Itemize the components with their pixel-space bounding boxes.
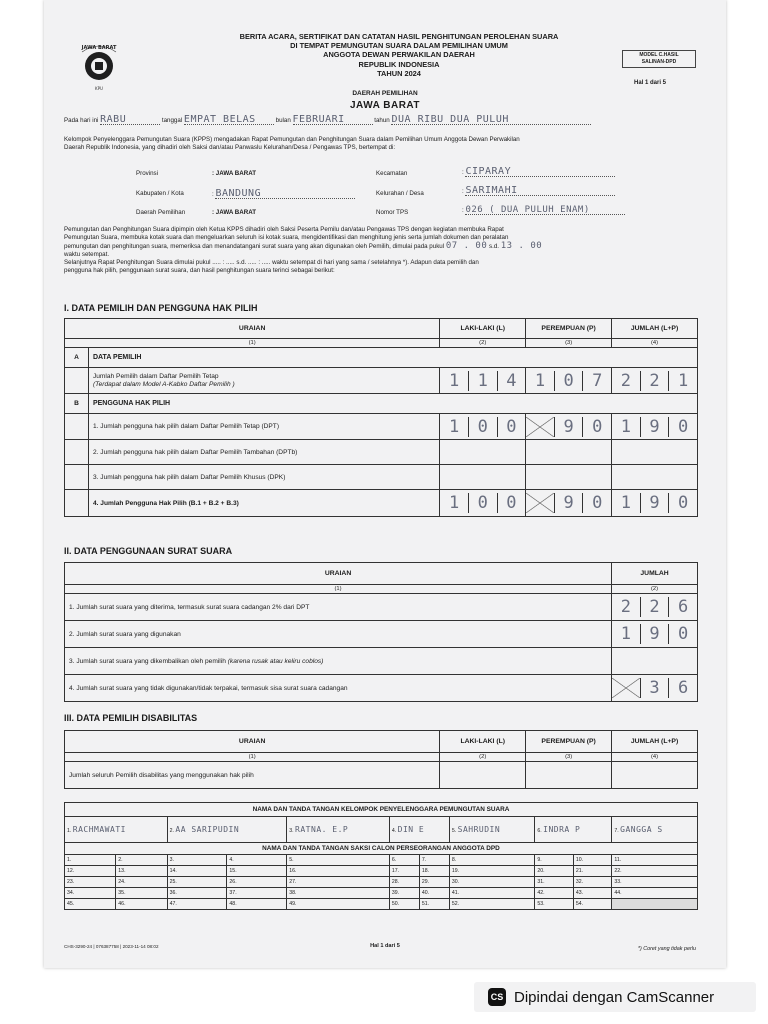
time-end: 13 . 00 [500, 241, 543, 251]
saksi-slot: 27. [287, 877, 390, 888]
saksi-slot: 54. [573, 899, 612, 910]
saksi-slot: 23. [65, 877, 116, 888]
date-line: Pada hari ini RABU tanggal EMPAT BELAS bulan FEBRUARI tahun DUA RIBU DUA PULUH [64, 116, 714, 125]
provinsi-value: : JAWA BARAT [212, 170, 256, 177]
digit-box: 9 [554, 417, 583, 437]
saksi-slot: 15. [227, 866, 287, 877]
kecamatan-value: CIPARAY [465, 168, 615, 177]
saksi-slot: 36. [167, 888, 227, 899]
saksi-slot: 7. [419, 855, 449, 866]
saksi-slot: 45. [65, 899, 116, 910]
saksi-slot: 26. [227, 877, 287, 888]
saksi-slot: 21. [573, 866, 612, 877]
footer-code: CHS-3290-24 | 076387758 | 2023-11-14 08:02 [64, 944, 159, 949]
saksi-slot: 44. [612, 888, 698, 899]
hari-field: RABU [100, 116, 160, 125]
digit-box: 9 [640, 493, 669, 513]
saksi-title: NAMA DAN TANDA TANGAN SAKSI CALON PERSEORANGAN ANGGOTA DPD [65, 843, 698, 855]
saksi-slot: 10. [573, 855, 612, 866]
saksi-slot: 4. [227, 855, 287, 866]
camscanner-badge [474, 982, 756, 1012]
saksi-slot: 42. [535, 888, 574, 899]
kpps-signature: 3. RATNA. E.P [287, 817, 390, 843]
saksi-slot: 41. [449, 888, 535, 899]
digit-box: 1 [448, 370, 460, 391]
saksi-slot: 22. [612, 866, 698, 877]
footer-note: *) Coret yang tidak perlu [637, 946, 696, 952]
saksi-slot: 1. [65, 855, 116, 866]
saksi-slot: 20. [535, 866, 574, 877]
saksi-slot: 19. [449, 866, 535, 877]
saksi-slot: 13. [116, 866, 167, 877]
saksi-slot [612, 899, 698, 910]
saksi-slot: 31. [535, 877, 574, 888]
signature-table [64, 802, 698, 910]
b-row-label: 4. Jumlah Pengguna Hak Pilih (B.1 + B.2 + B.3) [88, 490, 439, 517]
a-dpt-l-box [440, 368, 526, 394]
kpps-signature: 2. AA SARIPUDIN [167, 817, 287, 843]
surat-suara-row: 1. Jumlah surat suara yang diterima, termasuk surat suara cadangan 2% dari DPT [65, 594, 612, 621]
saksi-slot: 47. [167, 899, 227, 910]
tahun-field: DUA RIBU DUA PULUH [391, 116, 591, 125]
section-2-title: II. DATA PENGGUNAAN SURAT SUARA [64, 546, 233, 556]
crossed-box [526, 493, 554, 513]
surat-suara-row: 4. Jumlah surat suara yang tidak digunakan/tidak terpakai, termasuk sisa surat suara cadangan [65, 675, 612, 702]
tanggal-field: EMPAT BELAS [184, 116, 274, 125]
digit-box: 4 [497, 371, 526, 391]
saksi-slot: 37. [227, 888, 287, 899]
kpps-signature: 7. GANGGA S [612, 817, 698, 843]
saksi-slot: 48. [227, 899, 287, 910]
saksi-slot: 34. [65, 888, 116, 899]
kpps-signature: 5. SAHRUDIN [449, 817, 535, 843]
digit-box: 1 [620, 624, 632, 644]
bulan-field: FEBRUARI [293, 116, 373, 125]
digit-box: 1 [620, 416, 632, 437]
digit-box: 0 [468, 493, 497, 513]
saksi-slot: 35. [116, 888, 167, 899]
a-dpt-lp-box [612, 368, 698, 394]
digit-box: 2 [640, 597, 669, 617]
kpps-signature: 6. INDRA P [535, 817, 612, 843]
saksi-slot: 28. [389, 877, 419, 888]
digit-box: 0 [668, 417, 697, 437]
surat-suara-row: 3. Jumlah surat suara yang dikembalikan oleh pemilih (karena rusak atau keliru coblos) [65, 648, 612, 675]
b-row-label: 3. Jumlah pengguna hak pilih dalam Daftar Pemilih Khusus (DPK) [88, 465, 439, 490]
saksi-slot: 18. [419, 866, 449, 877]
saksi-slot: 30. [449, 877, 535, 888]
saksi-slot: 33. [612, 877, 698, 888]
digit-box: 0 [468, 417, 497, 437]
svg-text:KPU: KPU [95, 86, 103, 91]
kelurahan-value: SARIMAHI [465, 187, 615, 196]
saksi-slot: 12. [65, 866, 116, 877]
saksi-slot: 52. [449, 899, 535, 910]
saksi-slot: 2. [116, 855, 167, 866]
saksi-slot: 29. [419, 877, 449, 888]
b-row-label: 2. Jumlah pengguna hak pilih dalam Daftar Pemilih Tambahan (DPTb) [88, 440, 439, 465]
dapil-value: : JAWA BARAT [212, 209, 256, 216]
saksi-slot: 38. [287, 888, 390, 899]
section-3-title: III. DATA PEMILIH DISABILITAS [64, 713, 198, 723]
crossed-box [612, 678, 640, 698]
digit-box: 2 [620, 370, 632, 391]
digit-box: 9 [640, 624, 669, 644]
saksi-slot: 17. [389, 866, 419, 877]
digit-box: 0 [668, 493, 697, 513]
digit-box: 1 [448, 493, 460, 513]
kpps-title: NAMA DAN TANDA TANGAN KELOMPOK PENYELENGGARA PEMUNGUTAN SUARA [65, 803, 698, 817]
saksi-slot: 43. [573, 888, 612, 899]
footer-page: Hal 1 dari 5 [370, 943, 400, 949]
page-indicator-top: Hal 1 dari 5 [634, 80, 667, 86]
saksi-slot: 9. [535, 855, 574, 866]
digit-box: 1 [448, 416, 460, 437]
kpps-signature: 1. RACHMAWATI [65, 817, 168, 843]
digit-box: 6 [668, 597, 697, 617]
digit-box: 9 [554, 493, 583, 513]
kpps-signature: 4. DIN E [389, 817, 449, 843]
digit-box: 2 [640, 371, 669, 391]
section-1-title: I. DATA PEMILIH DAN PENGGUNA HAK PILIH [64, 303, 258, 313]
kabupaten-value: BANDUNG [215, 190, 355, 199]
model-box: MODEL C.HASIL SALINAN-DPD [622, 50, 696, 68]
digit-box: 0 [582, 417, 611, 437]
digit-box: 0 [554, 371, 583, 391]
disabilitas-row: Jumlah seluruh Pemilih disabilitas yang menggunakan hak pilih [65, 762, 440, 789]
saksi-slot: 8. [449, 855, 535, 866]
b-row-label: 1. Jumlah pengguna hak pilih dalam Daftar Pemilih Tetap (DPT) [88, 414, 439, 440]
digit-box: 1 [620, 493, 632, 513]
saksi-slot: 53. [535, 899, 574, 910]
section-2-table: URAIAN JUMLAH (1) (2) 1. Jumlah surat suara yang diterima, termasuk surat suara cadangan 2% dari DPT 2 2 6 2. Jumlah surat suara yang digunakan 1 9 0 3. Jumlah surat suara yang dikembalikan oleh pemilih (karena rusak atau keliru coblos) 4. Jumlah surat suara yang tidak digunakan/tidak terpakai, termasuk sisa surat suara cadangan 3 6 [64, 562, 698, 702]
a-dpt-p-box [526, 368, 612, 394]
document-title: BERITA ACARA, SERTIFIKAT DAN CATATAN HASIL PENGHITUNGAN PEROLEHAN SUARA DI TEMPAT PEMUNGUTAN SUARA DALAM PEMILIHAN UMUM ANGGOTA DEWAN PERWAKILAN DAERAH REPUBLIK INDONESIA TAHUN 2024 [239, 32, 559, 78]
saksi-slot: 6. [389, 855, 419, 866]
saksi-slot: 49. [287, 899, 390, 910]
digit-box: 1 [468, 371, 497, 391]
digit-box: 6 [668, 678, 697, 698]
digit-box: 9 [640, 417, 669, 437]
digit-box: 0 [582, 493, 611, 513]
saksi-slot: 32. [573, 877, 612, 888]
svg-text:JAWA BARAT: JAWA BARAT [81, 45, 117, 51]
digit-box: 2 [620, 597, 632, 617]
region-name: JAWA BARAT [350, 100, 420, 111]
section-1-table: URAIAN LAKI-LAKI (L) PEREMPUAN (P) JUMLAH (L+P) (1) (2) (3) (4) A DATA PEMILIH Jumlah Pemilih dalam Daftar Pemilih Tetap (Terdapat dalam Model A-Kabko Daftar Pemilih ) 1 1 4 1 0 7 2 2 1 B PENGGUNA HAK PILIH 1. Jumlah pengguna hak pilih dalam Daftar Pemilih Tetap (DPT) 1 0 0 9 0 1 9 0 2. Jumlah pengguna hak pilih dalam Daftar Pemilih Tambahan (DPTb) 3. Jumlah pengguna hak pilih dalam Daftar Pemilih Khusus (DPK) 4. Jumlah Pengguna Hak Pilih (B.1 + B.2 + B.3) 1 0 0 9 0 1 9 0 [64, 318, 698, 517]
saksi-slot: 14. [167, 866, 227, 877]
camscanner-icon: CS [488, 988, 506, 1006]
saksi-slot: 39. [389, 888, 419, 899]
digit-box: 3 [640, 678, 669, 698]
digit-box: 0 [497, 417, 526, 437]
saksi-slot: 24. [116, 877, 167, 888]
region-label: DAERAH PEMILIHAN [352, 90, 418, 97]
document-page: JAWA BARAT KPU BERITA ACARA, SERTIFIKAT DAN CATATAN HASIL PENGHITUNGAN PEROLEHAN SUARA DI TEMPAT PEMUNGUTAN SUARA DALAM PEMILIHAN UMUM ANGGOTA DEWAN PERWAKILAN DAERAH REPUBLIK INDONESIA TAHUN 2024 MODEL C.HASIL SALINAN-DPD Hal 1 dari 5 DAERAH PEMILIHAN JAWA BARAT Pada hari ini RABU tanggal EMPAT BELAS bulan FEBRUARI tahun DUA RIBU DUA PULUH Kelompok Penyelenggara Pemungutan Suara (KPPS) mengadakan Rapat Pemungutan dan Penghitungan Suara dalam Pemilihan Umum Anggota Dewan Perwakilan Daerah Republik Indonesia, yang dihadiri oleh Saksi dan/atau Panwaslu Kelurahan/Desa / Pengawas TPS, bertempat di: Provinsi : JAWA BARAT Kabupaten / Kota : BANDUNG Daerah Pemilihan : JAWA BARAT Kecamatan : CIPARAY Kelurahan / Desa : SARIMAHI Nomor TPS : 026 ( DUA PULUH ENAM) Pemungutan dan Penghitungan Suara dipimpin oleh Ketua KPPS dihadiri oleh Saksi Peserta Pemilu dan/atau Pengawas TPS dengan kegiatan membuka Rapat Pemungutan Suara, membuka kotak suara dan mengeluarkan seluruh isi kotak suara, mengidentifikasi dan menghitung jenis serta jumlah dokumen dan peralatan pemungutan dan penghitungan suara, memeriksa dan menandatangani surat suara yang akan digunakan oleh Pemilih, dimulai pada pukul 07 . 00 s.d. 13 . 00 waktu setempat. Selanjutnya Rapat Penghitungan Suara dimulai pukul ..... : ..... s.d. ..... : ..... waktu setempat di hari yang sama / setelahnya *). Adapun data pemilih dan pengguna hak pilih, penggunaan surat suara, dan hasil penghitungan suara terinci sebagai berikut: I. DATA PEMILIH DAN PENGGUNA HAK PILIH URAIAN LAKI-LAKI (L) PEREMPUAN (P) JUMLAH (L+P) (1) (2) (3) (4) A DATA PEMILIH Jumlah Pemilih dalam Daftar Pemilih Tetap (Terdapat dalam Model A-Kabko Daftar Pemilih ) 1 1 4 1 0 7 2 2 1 B PENGGUNA HAK PILIH 1. Jumlah pengguna hak pilih dalam Daftar Pemilih Tetap (DPT) 1 0 0 9 0 1 9 0 2. Jumlah pengguna hak pilih dalam Daftar Pemilih Tambahan (DPTb) 3. Jumlah pengguna hak pilih dalam Daftar Pemilih Khusus (DPK) 4. Jumlah Pengguna Hak Pilih (B.1 + B.2 + B.3) 1 0 0 9 0 1 9 0 II. DATA PENGGUNAAN SURAT SUARA URAIAN JUMLAH (1) (2) 1. Jumlah surat suara yang diterima, termasuk surat suara cadangan 2% dari DPT 2 2 6 2. Jumlah surat suara yang digunakan 1 9 0 3. Jumlah surat suara yang dikembalikan oleh pemilih (karena rusak atau keliru coblos) 4. Jumlah surat suara yang tidak digunakan/tidak terpakai, termasuk sisa surat suara cadangan 3 6 III. DATA PEMILIH DISABILITAS URAIAN LAKI-LAKI (L) PEREMPUAN (P) JUMLAH (L+P) (1) (2) (3) (4) Jumlah seluruh Pemilih disabilitas yang menggunakan hak pilih NAMA DAN TANDA TANGAN KELOMPOK PENYELENGGARA PEMUNGUTAN SUARA 1. RACHMAWATI 2. AA SARIPUDIN 3. RATNA. E.P 4. DIN E 5. SAHRUDIN 6. INDRA P 7. GANGGA S NAMA DAN TANDA TANGAN SAKSI CALON PERSEORANGAN ANGGOTA DPD 1. 2. 3. 4. 5. 6. 7. 8. 9. 10. 11. 12. 13. 14. 15. 16. 17. 18. 19. 20. 21. 22. 23. 24. 25. 26. 27. 28. 29. 30. 31. 32. 33. 34. 35. 36. 37. 38. 39. 40. 41. 42. 43. 44. 45. 46. 47. 48. 49. 50. 51. 52. 53. 54. CHS-3290-24 | 076387758 | 2023-11-14 08:02 Hal 1 dari 5 *) Coret yang tidak perlu [44, 0, 726, 968]
digit-box: 1 [534, 370, 546, 391]
saksi-slot: 50. [389, 899, 419, 910]
time-start: 07 . 00 [445, 241, 488, 251]
kpu-logo-icon [76, 38, 122, 94]
saksi-slot: 51. [419, 899, 449, 910]
body-text: Pemungutan dan Penghitungan Suara dipimpin oleh Ketua KPPS dihadiri oleh Saksi Peserta Pemilu dan/atau Pengawas TPS dengan kegiatan membuka Rapat Pemungutan Suara, membuka kotak suara dan mengeluarkan seluruh isi kotak suara, mengidentifikasi dan menghitung jenis serta jumlah dokumen dan peralatan pemungutan dan penghitungan suara, memeriksa dan menandatangani surat suara yang akan digunakan oleh Pemilih, dimulai pada pukul 07 . 00 s.d. 13 . 00 waktu setempat. Selanjutnya Rapat Penghitungan Suara dimulai pukul ..... : ..... s.d. ..... : ..... waktu setempat di hari yang sama / setelahnya *). Adapun data pemilih dan pengguna hak pilih, penggunaan surat suara, dan hasil penghitungan suara terinci sebagai berikut: [64, 226, 543, 274]
digit-box: 1 [668, 371, 697, 391]
digit-box: 0 [497, 493, 526, 513]
crossed-box [526, 417, 554, 437]
surat-suara-row: 2. Jumlah surat suara yang digunakan [65, 621, 612, 648]
camscanner-text: Dipindai dengan CamScanner [514, 988, 715, 1006]
digit-box: 0 [668, 624, 697, 644]
section-3-table: URAIAN LAKI-LAKI (L) PEREMPUAN (P) JUMLAH (L+P) (1) (2) (3) (4) Jumlah seluruh Pemilih disabilitas yang menggunakan hak pilih [64, 730, 698, 789]
saksi-slot: 5. [287, 855, 390, 866]
saksi-slot: 16. [287, 866, 390, 877]
saksi-slot: 46. [116, 899, 167, 910]
intro-text: Kelompok Penyelenggara Pemungutan Suara (KPPS) mengadakan Rapat Pemungutan dan Penghitungan Suara dalam Pemilihan Umum Anggota Dewan Perwakilan Daerah Republik Indonesia, yang dihadiri oleh Saksi dan/atau Panwaslu Kelurahan/Desa / Pengawas TPS, bertempat di: [64, 136, 520, 151]
saksi-slot: 25. [167, 877, 227, 888]
digit-box: 7 [582, 371, 611, 391]
saksi-slot: 40. [419, 888, 449, 899]
saksi-slot: 11. [612, 855, 698, 866]
tps-value: 026 ( DUA PULUH ENAM) [465, 206, 625, 215]
saksi-slot: 3. [167, 855, 227, 866]
